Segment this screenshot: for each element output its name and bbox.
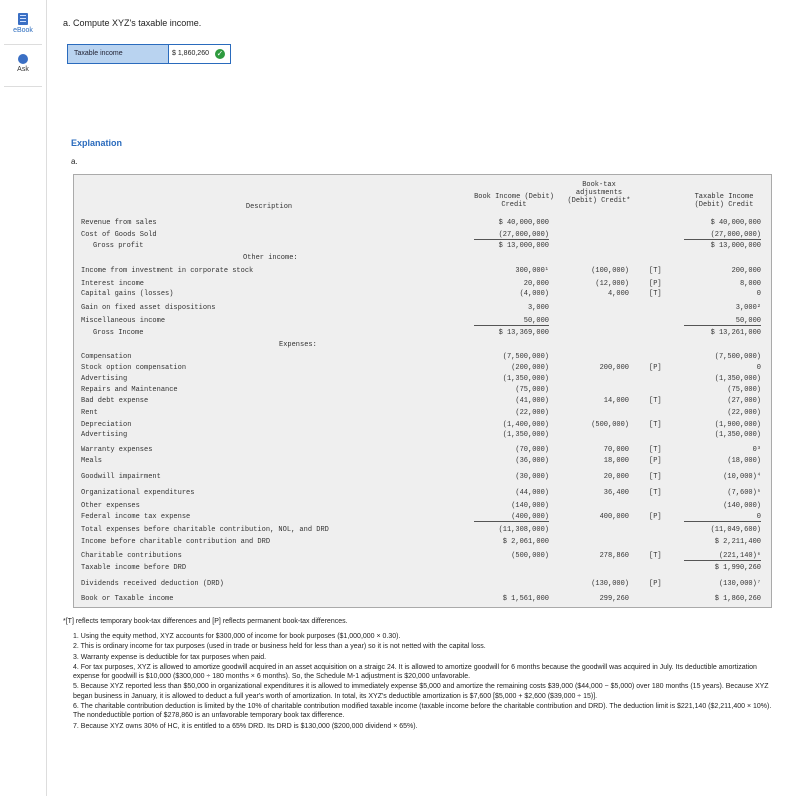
row-description: Taxable income before DRD [81, 564, 187, 572]
row-description: Meals [81, 457, 103, 465]
difference-type: [T] [649, 290, 662, 298]
difference-type: [T] [649, 552, 662, 560]
taxable-value: 0³ [752, 446, 761, 454]
book-value: (500,000) [511, 552, 549, 560]
row-description: Warranty expenses [81, 446, 153, 454]
row-description: Gross profit [93, 242, 144, 250]
difference-type: [P] [649, 580, 662, 588]
book-value: (7,500,000) [502, 353, 549, 361]
taxable-value: (1,900,000) [714, 421, 761, 429]
difference-type: [T] [649, 421, 662, 429]
explanation-notes [63, 618, 783, 732]
book-value: $ 1,561,000 [502, 595, 549, 603]
row-description: Book or Taxable income [81, 595, 174, 603]
header-book: Book Income (Debit) Credit [474, 193, 554, 209]
taxable-value: $ 13,261,000 [710, 329, 761, 337]
difference-type: [P] [649, 364, 662, 372]
adjustment-value: 14,000 [603, 397, 629, 405]
adjustment-value: (500,000) [591, 421, 629, 429]
answer-label: Taxable income [68, 45, 168, 63]
row-description: Other expenses [81, 502, 140, 510]
book-value: (140,000) [511, 502, 549, 510]
header-description: Description [245, 203, 293, 211]
adjustment-value: 70,000 [603, 446, 629, 454]
row-description: Miscellaneous income [81, 317, 166, 325]
row-description: Interest income [81, 280, 145, 288]
taxable-value: 3,000² [735, 304, 761, 312]
book-value: (1,400,000) [502, 421, 549, 429]
book-value: $ 2,061,000 [502, 538, 549, 546]
tax-table [73, 174, 772, 608]
row-description: Income from investment in corporate stock [81, 267, 254, 275]
row-description: Gross Income [93, 329, 144, 337]
row-description: Dividends received deduction (DRD) [81, 580, 224, 588]
difference-type: [T] [649, 489, 662, 497]
taxable-value: $ 1,990,260 [714, 564, 761, 572]
book-value: (41,000) [515, 397, 549, 405]
row-description: Gain on fixed asset dispositions [81, 304, 216, 312]
book-value: (22,000) [515, 409, 549, 417]
row-description: Cost of Goods Sold [81, 231, 157, 239]
row-description: Compensation [81, 353, 132, 361]
chat-icon [18, 54, 28, 64]
row-description: Total expenses before charitable contribution, NOL, and DRD [81, 526, 329, 534]
adjustment-value: (12,000) [595, 280, 629, 288]
taxable-value: (75,000) [727, 386, 761, 394]
adjustment-value: 36,400 [603, 489, 629, 497]
taxable-value: (22,000) [727, 409, 761, 417]
adjustment-value: 4,000 [607, 290, 629, 298]
taxable-value: (130,000)⁷ [718, 580, 761, 588]
row-description: Capital gains (losses) [81, 290, 174, 298]
taxable-value: 8,000 [739, 280, 761, 288]
adjustment-value: 20,000 [603, 473, 629, 481]
row-description: Organizational expenditures [81, 489, 195, 497]
book-value: $ 13,369,000 [498, 329, 549, 337]
taxable-value: (10,000)⁴ [723, 473, 761, 481]
book-value: (70,000) [515, 446, 549, 454]
book-value: (27,000,000) [474, 231, 549, 240]
book-value: (1,350,000) [502, 431, 549, 439]
note-item: 5. Because XYZ reported less than $50,000 in organizational expenditures it is allowed to immediately expense $5,000 and amortize the remaining costs $39,000 ($44,000 − $5,000) over 180 months (15 years). Because XYZ began business in January, it is allowed to deduct a full year's worth of amortization. In total, its XYZ's deductible amortization is $7,600 [$5,000 + $2,600 ($39,000 ÷ 15)]. [73, 683, 769, 700]
taxable-value: (18,000) [727, 457, 761, 465]
book-value: (400,000) [474, 513, 549, 522]
note-item: 2. This is ordinary income for tax purposes (used in trade or business held for less than a year) so it is not netted with the capital loss. [73, 643, 486, 651]
taxable-value: (11,049,600) [710, 526, 761, 534]
taxable-value: (7,500,000) [714, 353, 761, 361]
taxable-value: (140,000) [723, 502, 761, 510]
adjustment-value: 18,000 [603, 457, 629, 465]
book-value: (36,000) [515, 457, 549, 465]
notes-list [63, 632, 783, 731]
taxable-value: $ 2,211,400 [714, 538, 761, 546]
row-description: Depreciation [81, 421, 132, 429]
book-value: $ 40,000,000 [498, 219, 549, 227]
row-description: Income before charitable contribution and DRD [81, 538, 271, 546]
taxable-value: (221,140)⁶ [684, 552, 761, 561]
row-description: Repairs and Maintenance [81, 386, 178, 394]
taxable-value: 50,000 [684, 317, 761, 326]
row-description: Rent [81, 409, 98, 417]
taxable-value: (1,350,000) [714, 431, 761, 439]
taxable-value: 0 [756, 290, 761, 298]
row-description: Goodwill impairment [81, 473, 161, 481]
adjustment-value: 278,860 [599, 552, 629, 560]
difference-type: [T] [649, 267, 662, 275]
difference-type: [P] [649, 457, 662, 465]
part-label: a. [71, 157, 78, 166]
row-description: Charitable contributions [81, 552, 182, 560]
row-description: Federal income tax expense [81, 513, 191, 521]
adjustment-value: 299,260 [599, 595, 629, 603]
taxable-value: 200,000 [731, 267, 761, 275]
ebook-icon [18, 13, 28, 25]
taxable-value: $ 40,000,000 [710, 219, 761, 227]
taxable-value: (27,000,000) [684, 231, 761, 240]
book-value: (44,000) [515, 489, 549, 497]
taxable-value: (1,350,000) [714, 375, 761, 383]
difference-type: [T] [649, 473, 662, 481]
header-taxable: Taxable Income (Debit) Credit [694, 193, 754, 209]
book-value: (75,000) [515, 386, 549, 394]
adjustment-value: (130,000) [591, 580, 629, 588]
book-value: $ 13,000,000 [498, 242, 549, 250]
ask-link[interactable] [0, 54, 46, 73]
book-value: 300,000¹ [515, 267, 549, 275]
row-description: Revenue from sales [81, 219, 157, 227]
book-value: 20,000 [523, 280, 549, 288]
ebook-label: eBook [13, 27, 33, 34]
adjustment-value: (100,000) [591, 267, 629, 275]
answer-input[interactable] [168, 45, 230, 63]
header-adjustments: Book-tax adjustments (Debit) Credit* [567, 181, 631, 205]
explanation-title: Explanation [71, 138, 123, 148]
difference-type: [T] [649, 397, 662, 405]
ebook-link[interactable] [0, 13, 46, 34]
adjustment-value: 200,000 [599, 364, 629, 372]
taxable-value: 0 [756, 364, 761, 372]
sidebar [0, 0, 47, 796]
ask-label: Ask [17, 66, 29, 73]
row-description: Advertising [81, 375, 128, 383]
book-value: (1,350,000) [502, 375, 549, 383]
check-icon: ✓ [216, 49, 224, 58]
note-item: 4. For tax purposes, XYZ is allowed to amortize goodwill acquired in an asset acquisition on a straigc 24. It is allowed to amortize goodwill for 6 months because the goodwill was acquired in July. Its deductible amortization expense for goodwill is $10,000 ($300,000 ÷ 180 months × 6 months). So, the Schedule M-1 adjustment is $20,000 unfavorable. [73, 663, 757, 681]
row-description: Other income: [243, 254, 298, 262]
book-value: (11,308,000) [498, 526, 549, 534]
row-description: Stock option compensation [81, 364, 187, 372]
taxable-value: $ 13,000,000 [710, 242, 761, 250]
row-description: Expenses: [279, 341, 317, 349]
answer-row [67, 44, 231, 64]
book-value: 3,000 [527, 304, 549, 312]
row-description: Advertising [81, 431, 128, 439]
note-item: 6. The charitable contribution deduction is limited by the 10% of charitable contribution modified taxable income (taxable income before the charitable contribution and DRD). The deduction limit is $221,140 ($2,211,400 × 10%). The nondeductible portion of $278,860 is an unfavorable temporary book tax difference. [73, 703, 772, 720]
legend-note: *[T] reflects temporary book-tax differences and [P] reflects permanent book-tax differences. [63, 618, 348, 625]
taxable-value: (27,000) [727, 397, 761, 405]
note-item: 1. Using the equity method, XYZ accounts for $300,000 of income for book purposes ($1,000,000 × 0.30). [73, 633, 401, 640]
row-description: Bad debt expense [81, 397, 149, 405]
book-value: (4,000) [519, 290, 549, 298]
book-value: (30,000) [515, 473, 549, 481]
taxable-value: $ 1,860,260 [714, 595, 761, 603]
question-text: a. Compute XYZ's taxable income. [63, 18, 202, 28]
adjustment-value: 400,000 [599, 513, 629, 521]
difference-type: [P] [649, 280, 662, 288]
book-value: 50,000 [474, 317, 549, 326]
sidebar-divider [4, 44, 42, 45]
difference-type: [P] [649, 513, 662, 521]
taxable-value: (7,600)⁵ [727, 489, 761, 497]
taxable-value: 0 [684, 513, 761, 522]
answer-value: $ 1,860,260 [172, 50, 209, 57]
sidebar-divider [4, 86, 42, 87]
difference-type: [T] [649, 446, 662, 454]
note-item: 3. Warranty expense is deductible for tax purposes when paid. [73, 653, 267, 661]
note-item: 7. Because XYZ owns 30% of HC, it is entitled to a 65% DRD. Its DRD is $130,000 ($200,000 dividend × 65%). [73, 722, 418, 730]
book-value: (200,000) [511, 364, 549, 372]
